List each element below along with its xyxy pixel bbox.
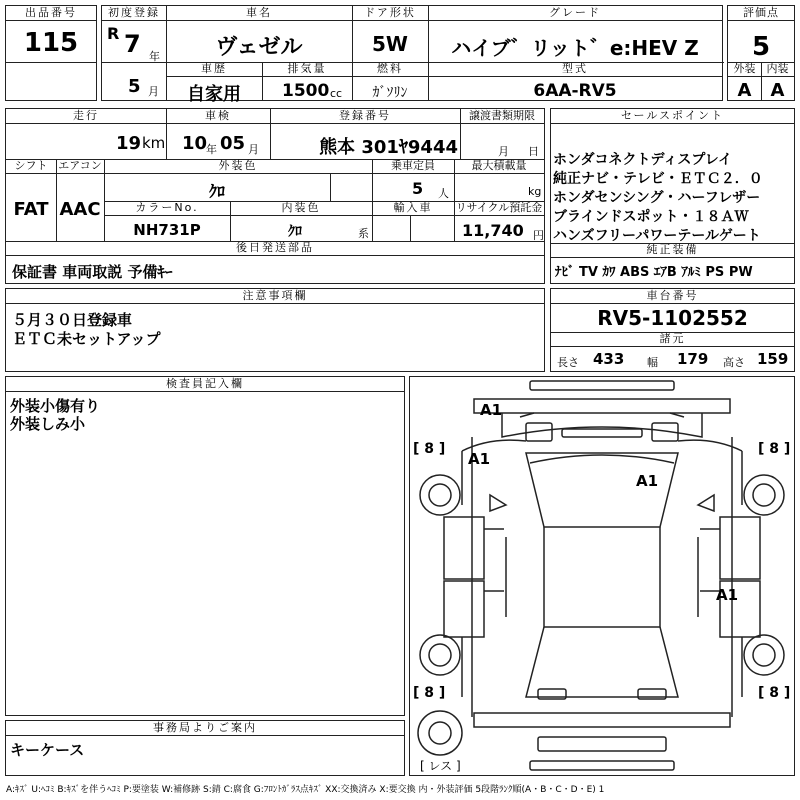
lot-label: 出品番号 bbox=[6, 6, 96, 21]
equip-leather: ｶﾜ bbox=[602, 265, 616, 280]
recycle-label: リサイクル預託金 bbox=[455, 201, 543, 214]
color-no-label: カラーNo. bbox=[104, 201, 230, 216]
first-reg-label: 初度登録 bbox=[102, 6, 166, 21]
inspector-line-1: 外装小傷有り bbox=[10, 397, 101, 415]
after-parts: 保証書 車両取説 予備ｷｰ bbox=[12, 263, 173, 281]
office-info: キーケース bbox=[10, 741, 85, 759]
ext-color-label: 外装色 bbox=[104, 159, 372, 174]
equipment-items bbox=[555, 261, 753, 280]
insp-year: 10 bbox=[182, 133, 208, 154]
max-load-label: 最大積載量 bbox=[454, 159, 544, 174]
door-label: ドア形状 bbox=[352, 6, 428, 21]
office-label: 事務局よりご案内 bbox=[6, 721, 404, 736]
lot-box bbox=[5, 5, 97, 101]
equip-ps: PS bbox=[705, 265, 725, 280]
inspector-line-2: 外装しみ小 bbox=[10, 415, 86, 433]
after-parts-label: 後日発送部品 bbox=[6, 241, 544, 256]
score-box bbox=[727, 5, 795, 101]
insp-month-unit: 月 bbox=[248, 143, 259, 156]
chassis-label: 車台番号 bbox=[551, 289, 794, 304]
spare-tire: [ レス ] bbox=[420, 759, 461, 773]
int-grade: A bbox=[770, 80, 785, 101]
month: 5 bbox=[128, 76, 141, 97]
int-color-label: 内装色 bbox=[230, 201, 372, 216]
equip-airbag: ｴｱB bbox=[653, 265, 677, 280]
damage-mark-3: A1 bbox=[636, 472, 659, 490]
import-label: 輸入車 bbox=[372, 201, 454, 216]
recycle: 11,740 bbox=[462, 221, 524, 240]
sales-line-4: ブラインドスポット・１８ＡＷ bbox=[553, 209, 749, 225]
main-header-box bbox=[101, 5, 723, 105]
history-label: 車歴 bbox=[166, 62, 262, 77]
capacity-label: 乗車定員 bbox=[372, 159, 454, 174]
transfer-month-unit: 月 bbox=[498, 145, 509, 158]
equip-tv: TV bbox=[579, 265, 598, 280]
displacement-unit: cc bbox=[330, 87, 343, 100]
notes-line-2: ＥＴＣ未セットアップ bbox=[12, 330, 161, 348]
shift: FAT bbox=[13, 199, 49, 220]
int-color: ｸﾛ bbox=[288, 224, 302, 240]
equip-alloy: ｱﾙﾐ bbox=[681, 265, 701, 280]
year-unit: 年 bbox=[149, 50, 160, 63]
tire-rl: [ 8 ] bbox=[413, 685, 446, 701]
fuel-label: 燃料 bbox=[352, 62, 428, 77]
car-diagram bbox=[410, 377, 794, 775]
grade-label: グレード bbox=[428, 6, 722, 21]
score-label: 評価点 bbox=[728, 6, 794, 21]
equip-pw: PW bbox=[728, 265, 753, 280]
sales-line-2: 純正ナビ・テレビ・ＥＴＣ２．０ bbox=[553, 171, 763, 187]
grade: ハイブ゛リット゛e:HEV Z bbox=[451, 36, 699, 60]
damage-mark-4: A1 bbox=[716, 586, 739, 604]
inspector-box bbox=[5, 376, 405, 716]
recycle-unit: 円 bbox=[533, 229, 544, 242]
year: 7 bbox=[124, 30, 141, 58]
car-name: ヴェゼル bbox=[215, 35, 303, 60]
mileage-label: 走行 bbox=[6, 109, 166, 124]
tire-fl: [ 8 ] bbox=[413, 441, 446, 457]
sales-line-5: ハンズフリーパワーテールゲート bbox=[553, 228, 761, 244]
fuel: ｶﾞｿﾘﾝ bbox=[372, 85, 408, 101]
plate-label: 登録番号 bbox=[270, 109, 460, 124]
inspector-label: 検査員記入欄 bbox=[6, 377, 404, 392]
model: 6AA-RV5 bbox=[533, 81, 617, 101]
ext-color: ｸﾛ bbox=[208, 182, 225, 201]
tire-rr: [ 8 ] bbox=[758, 685, 791, 701]
width-label: 幅 bbox=[647, 356, 658, 369]
height: 159 bbox=[757, 350, 789, 368]
details-box bbox=[5, 108, 545, 284]
insp-year-unit: 年 bbox=[206, 143, 217, 156]
insp-month: 05 bbox=[220, 133, 246, 154]
transfer-label: 譲渡書類期限 bbox=[460, 109, 544, 124]
door-type: 5W bbox=[372, 32, 408, 56]
lot-number: 115 bbox=[23, 28, 79, 58]
equip-navi: ﾅﾋﾞ bbox=[555, 265, 575, 280]
int-color-unit: 系 bbox=[358, 227, 369, 240]
notes-box bbox=[5, 288, 545, 372]
height-label: 高さ bbox=[723, 356, 745, 369]
legend: A:ｷｽﾞ U:ﾍｺﾐ B:ｷｽﾞを伴うﾍｺﾐ P:要塗装 W:補修跡 S:錆 C:腐食 G:ﾌﾛﾝﾄｶﾞﾗｽ点ｷｽﾞ XX:交換済み X:要交換 内・外装評価 5段階ﾗﾝｸ順(A・B・C・D・E) 1 bbox=[6, 785, 605, 795]
plate: 熊本 301ﾔ9444 bbox=[319, 137, 458, 158]
chassis-box bbox=[550, 288, 795, 372]
length: 433 bbox=[593, 350, 625, 368]
office-box bbox=[5, 720, 405, 776]
damage-mark-2: A1 bbox=[468, 450, 491, 468]
capacity: 5 bbox=[412, 179, 424, 198]
history: 自家用 bbox=[187, 84, 241, 105]
capacity-unit: 人 bbox=[438, 187, 449, 200]
mileage: 19 bbox=[116, 133, 142, 154]
ac-label: エアコン bbox=[56, 159, 104, 174]
month-unit: 月 bbox=[148, 85, 159, 98]
equipment-label: 純正装備 bbox=[551, 243, 794, 258]
era: R bbox=[107, 24, 120, 43]
transfer-day-unit: 日 bbox=[528, 145, 539, 158]
max-load-unit: kg bbox=[528, 185, 542, 198]
damage-mark-1: A1 bbox=[480, 401, 503, 419]
width: 179 bbox=[677, 350, 709, 368]
ac: AAC bbox=[59, 199, 101, 220]
shift-label: シフト bbox=[6, 159, 56, 174]
equip-abs: ABS bbox=[620, 265, 650, 280]
ext-grade: A bbox=[737, 80, 752, 101]
score: 5 bbox=[751, 32, 771, 62]
displacement: 1500 bbox=[282, 81, 330, 101]
tire-fr: [ 8 ] bbox=[758, 441, 791, 457]
dims-label: 諸元 bbox=[551, 332, 794, 347]
ext-label: 外装 bbox=[728, 62, 761, 77]
model-label: 型式 bbox=[428, 62, 722, 77]
sales-line-1: ホンダコネクトディスプレイ bbox=[553, 152, 733, 168]
displacement-label: 排気量 bbox=[262, 62, 352, 77]
car-diagram-box bbox=[409, 376, 795, 776]
sales-box bbox=[550, 108, 795, 284]
car-name-label: 車名 bbox=[166, 6, 352, 21]
chassis-number: RV5-1102552 bbox=[597, 306, 748, 330]
color-no: NH731P bbox=[133, 221, 201, 239]
length-label: 長さ bbox=[557, 356, 579, 369]
mileage-unit: km bbox=[142, 134, 166, 152]
int-label: 内装 bbox=[761, 62, 794, 77]
sales-line-3: ホンダセンシング・ハーフレザー bbox=[553, 190, 761, 206]
inspection-label: 車検 bbox=[166, 109, 270, 124]
notes-line-1: ５月３０日登録車 bbox=[12, 311, 133, 329]
notes-label: 注意事項欄 bbox=[6, 289, 544, 304]
sales-label: セールスポイント bbox=[551, 109, 794, 124]
